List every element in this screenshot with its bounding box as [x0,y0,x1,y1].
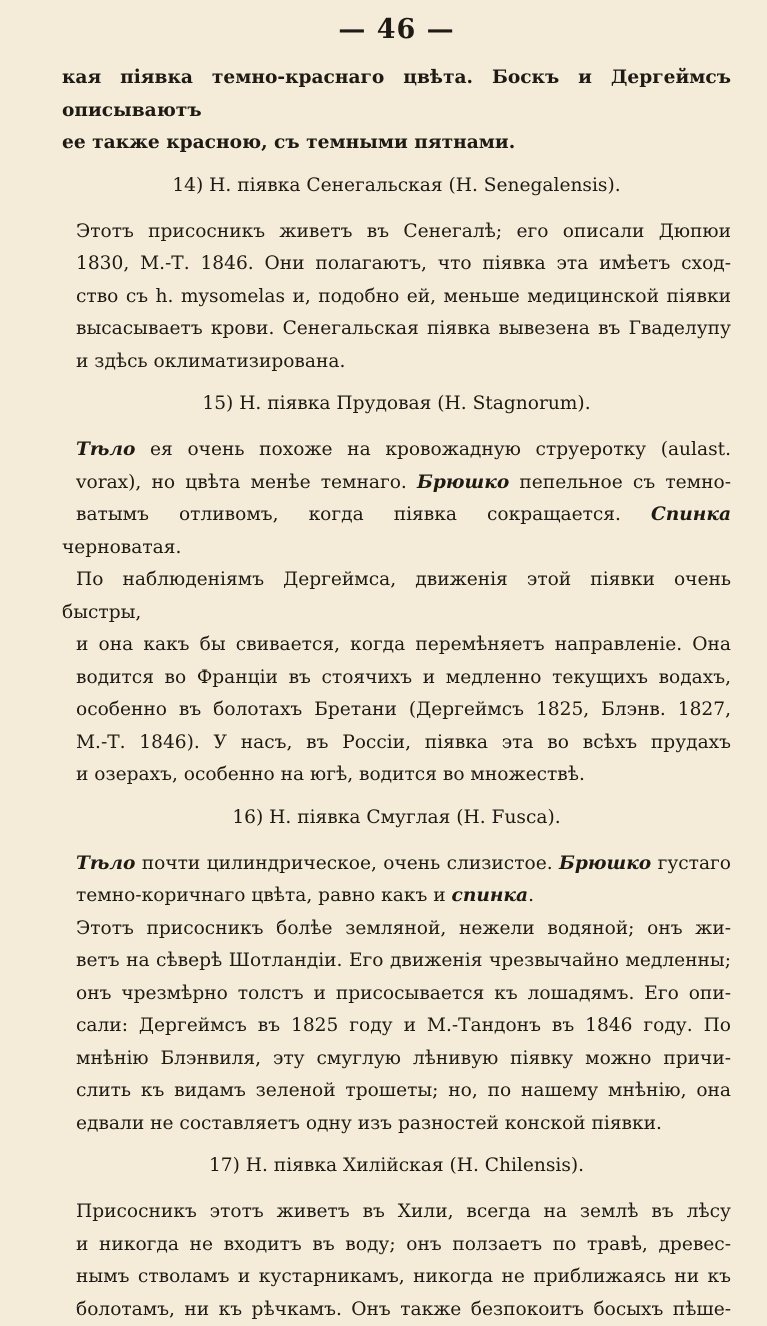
text-line: слить къ видамъ зеленой трошеты; но, по нашему мнѣнію, она [62,1075,731,1108]
text-line: ватымъ отливомъ, когда піявка сокращается. Спинка черноватая. [62,499,731,564]
paragraph-senegalensis [62,216,731,379]
section-heading-17: 17) Н. піявка Хилійская (Н. Chilensis). [62,1150,731,1182]
paragraph-continued [62,62,731,160]
emphasis-term: Тѣло [76,439,135,460]
text-line: Присосникъ этотъ живетъ въ Хили, всегда на землѣ въ лѣсу [62,1196,731,1229]
text-line: vorax), но цвѣта менѣе темнаго. Брюшко пепельное съ темно- [62,467,731,500]
emphasis-term: Спинка [651,504,731,525]
text-line: особенно въ болотахъ Бретани (Дергеймсъ 1825, Блэнв. 1827, [62,694,731,727]
text-line: ство съ h. mysomelas и, подобно ей, меньше медицинской піявки [62,281,731,314]
text-line: 1830, М.-Т. 1846. Они полагаютъ, что піявка эта имѣетъ сход- [62,248,731,281]
text-line: кая піявка темно-краснаго цвѣта. Боскъ и Дергеймсъ описываютъ [62,62,731,127]
text-line: темно-коричнаго цвѣта, равно какъ и спинка. [62,880,731,913]
text-line: и она какъ бы свивается, когда перемѣняетъ направленіе. Она [62,629,731,662]
emphasis-term: спинка [452,885,529,906]
text-line: едвали не составляетъ одну изъ разностей конской піявки. [62,1108,731,1141]
text-line: М.-Т. 1846). У насъ, въ Россіи, піявка эта во всѣхъ прудахъ [62,727,731,760]
text-line: Тѣло ея очень похоже на кровожадную струеротку (aulast. [62,434,731,467]
paragraph-fusca-description [62,848,731,913]
text-line: мнѣнію Блэнвиля, эту смуглую лѣнивую піявку можно причи- [62,1043,731,1076]
emphasis-term: Тѣло [76,853,135,874]
text-line: Этотъ присосникъ живетъ въ Сенегалѣ; его описали Дюпюи [62,216,731,249]
text-line: ветъ на сѣверѣ Шотландіи. Его движенія чрезвычайно медленны; [62,945,731,978]
text-line: и никогда не входитъ въ воду; онъ ползаетъ по травѣ, древес- [62,1229,731,1262]
text-line: онъ чрезмѣрно толстъ и присосывается къ лошадямъ. Его опи- [62,978,731,1011]
section-heading-15: 15) Н. піявка Прудовая (Н. Stagnorum). [62,388,731,420]
page-number: — 46 — [62,0,731,62]
emphasis-term: Брюшко [417,472,509,493]
text-line: и озерахъ, особенно на югѣ, водится во множествѣ. [62,759,731,792]
emphasis-term: Брюшко [559,853,651,874]
paragraph-chilensis [62,1196,731,1326]
text-line: ее также красною, съ темными пятнами. [62,127,731,160]
text-line: Этотъ присосникъ болѣе земляной, нежели водяной; онъ жи- [62,913,731,946]
section-heading-16: 16) Н. піявка Смуглая (Н. Fusca). [62,802,731,834]
paragraph-fusca-habitat [62,913,731,1141]
section-heading-14: 14) Н. піявка Сенегальская (Н. Senegalensis). [62,170,731,202]
text-line: водится во Франціи въ стоячихъ и медленно текущихъ водахъ, [62,662,731,695]
text-line: болотамъ, ни къ рѣчкамъ. Онъ также безпокоитъ босыхъ пѣше- [62,1294,731,1326]
paragraph-stagnorum [62,434,731,792]
text-line: и здѣсь оклиматизирована. [62,346,731,379]
text-line: сали: Дергеймсъ въ 1825 году и М.-Тандонъ въ 1846 году. По [62,1010,731,1043]
text-line: По наблюденіямъ Дергеймса, движенія этой піявки очень быстры, [62,564,731,629]
text-line: нымъ стволамъ и кустарникамъ, никогда не приближаясь ни къ [62,1261,731,1294]
text-line: высасываетъ крови. Сенегальская піявка вывезена въ Гваделупу [62,313,731,346]
text-line: Тѣло почти цилиндрическое, очень слизистое. Брюшко густаго [62,848,731,881]
